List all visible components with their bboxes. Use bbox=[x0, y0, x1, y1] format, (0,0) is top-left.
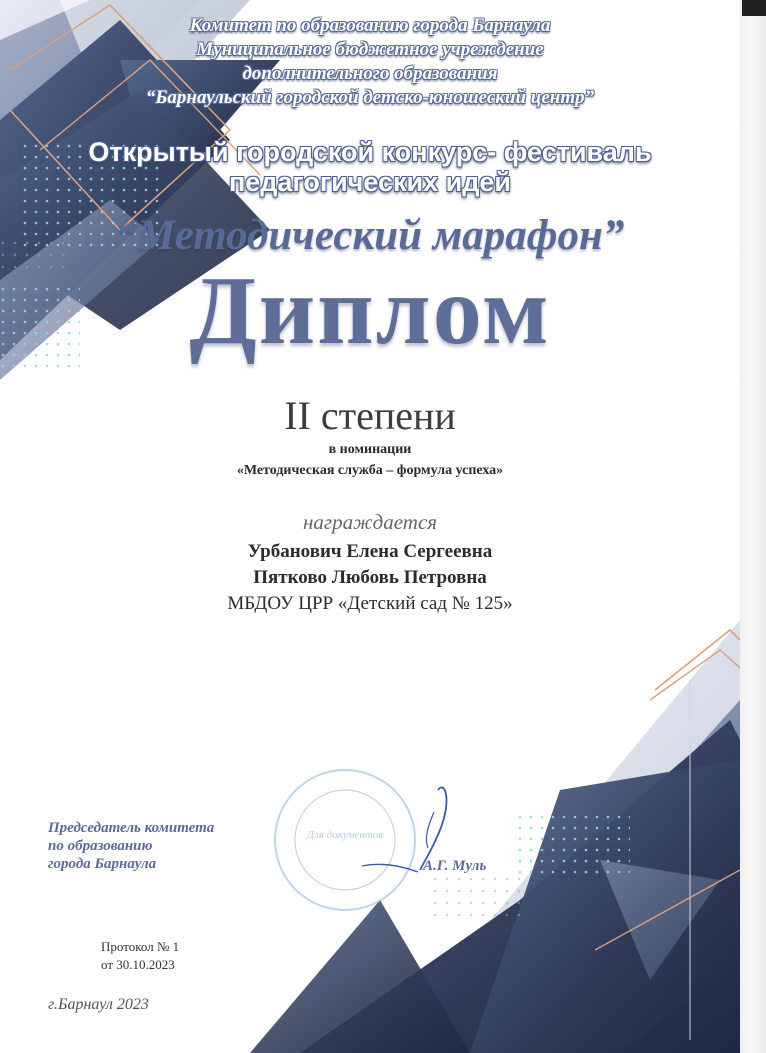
contest-title-line1: Открытый городской конкурс- фестиваль bbox=[88, 137, 652, 167]
signatory-position-line2: по образованию bbox=[48, 838, 153, 854]
recipient-organization: МБДОУ ЦРР «Детский сад № 125» bbox=[227, 593, 513, 614]
signatory-position bbox=[48, 819, 214, 873]
header-education: дополнительного образования bbox=[242, 63, 498, 84]
recipient-2: Пятково Любовь Петровна bbox=[253, 567, 487, 588]
nomination-prefix: в номинации bbox=[328, 442, 412, 457]
nomination-name: «Методическая служба – формула успеха» bbox=[236, 463, 504, 478]
stamp-text: Для документов bbox=[306, 829, 384, 841]
protocol-info bbox=[101, 938, 179, 974]
header-center: “Барнаульский городской детско-юношеский центр” bbox=[145, 87, 595, 108]
contest-name: “Методический марафон” bbox=[115, 212, 625, 259]
diploma-degree: II степени bbox=[284, 393, 456, 438]
awarded-label: награждается bbox=[302, 510, 438, 534]
stamp bbox=[275, 770, 415, 910]
scan-margin bbox=[740, 0, 766, 1053]
city-year: г.Барнаул 2023 bbox=[48, 996, 149, 1013]
header-institution: Муниципальное бюджетное учреждение bbox=[196, 39, 544, 60]
signatory-position-line1: Председатель комитета bbox=[48, 820, 215, 836]
signatory-name: А.Г. Муль bbox=[423, 858, 487, 874]
signatory-position-line3: города Барнаула bbox=[48, 856, 157, 872]
diploma-title: Диплом bbox=[189, 257, 551, 365]
scan-corner-mark bbox=[742, 0, 766, 16]
recipient-1: Урбанович Елена Сергеевна bbox=[247, 541, 493, 562]
contest-title-line2: педагогических идей bbox=[228, 167, 512, 197]
header-committee: Комитет по образованию города Барнаула bbox=[189, 15, 551, 36]
protocol-number: Протокол № 1 bbox=[101, 939, 180, 954]
protocol-date: от 30.10.2023 bbox=[101, 957, 175, 972]
